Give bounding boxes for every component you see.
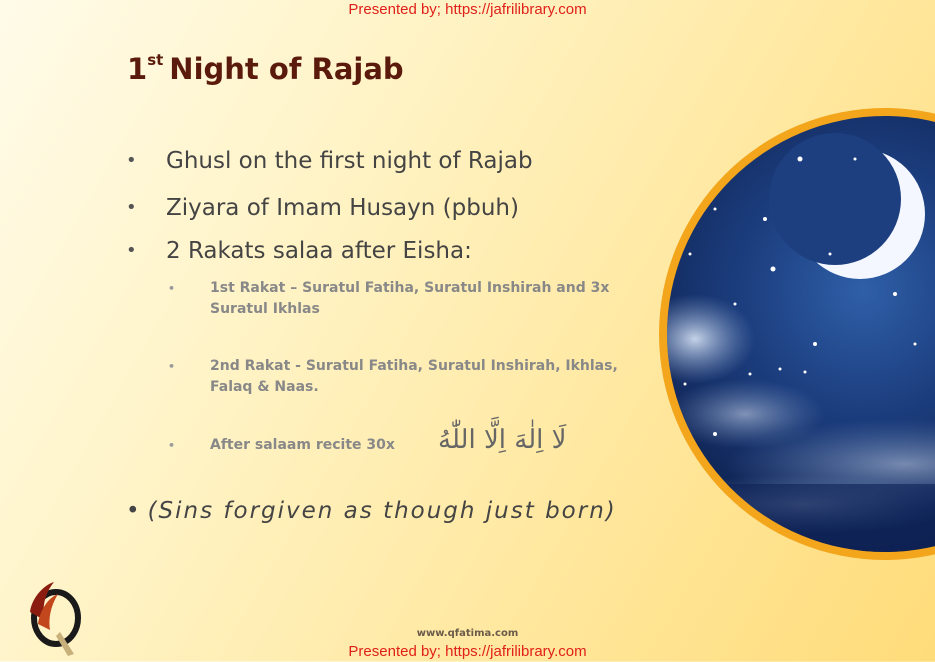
bullet-icon: • [126, 498, 140, 524]
sub-bullet-text: 1st Rakat – Suratul Fatiha, Suratul Inshirah and 3x Suratul Ikhlas [210, 280, 610, 317]
title-number: 1 [127, 52, 148, 86]
site-url-text: www.qfatima.com [416, 628, 519, 639]
bullet-icon: • [126, 197, 137, 218]
closing-note [126, 498, 617, 524]
sub-bullet-icon: • [168, 439, 176, 452]
bullet-text: Ghusl on the first night of Rajab [166, 148, 533, 174]
slide-title [127, 52, 404, 86]
sub-bullet-icon: • [168, 360, 176, 373]
title-ordinal: st [147, 51, 164, 70]
bullet-text: 2 Rakats salaa after Eisha: [166, 238, 472, 264]
bullet-text: Ziyara of Imam Husayn (pbuh) [166, 195, 519, 221]
sub-bullet-icon: • [168, 282, 176, 295]
bullet-icon: • [126, 150, 137, 171]
bottom-credit-text: Presented by; https://jafrilibrary.com [348, 643, 587, 660]
arabic-calligraphy: لَا اِلٰهَ اِلَّا اللّٰهُ [438, 425, 567, 455]
closing-note-text: (Sins forgiven as though just born) [147, 498, 617, 524]
bullet-icon: • [126, 240, 137, 261]
top-credit-text: Presented by; https://jafrilibrary.com [348, 1, 587, 18]
night-sky-moon-image [655, 104, 935, 564]
sub-bullet-text: 2nd Rakat - Suratul Fatiha, Suratul Inshirah, Ikhlas, Falaq & Naas. [210, 358, 618, 395]
title-text: Night of Rajab [169, 52, 404, 86]
sub-bullet-text: After salaam recite 30x [210, 437, 395, 453]
